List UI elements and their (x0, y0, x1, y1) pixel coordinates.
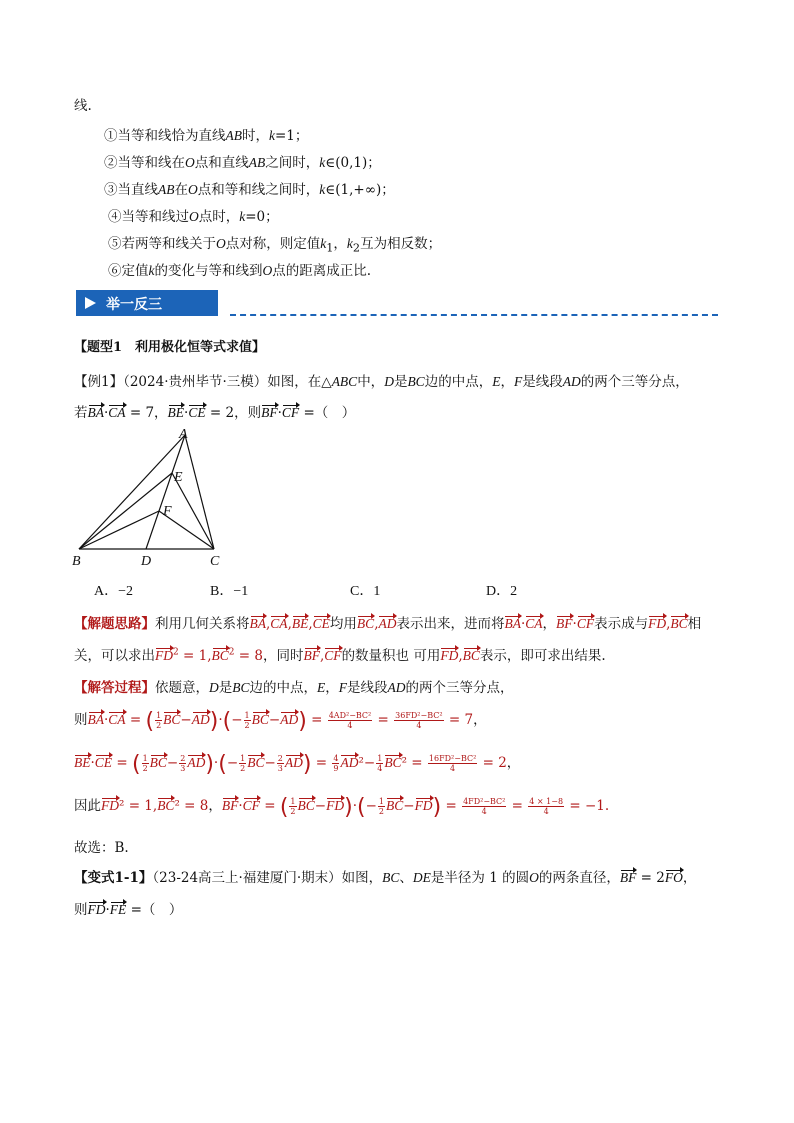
triangle-figure (70, 425, 230, 570)
label-C: C (210, 554, 220, 569)
option-a: A．−2 (94, 584, 134, 599)
label-E: E (174, 470, 183, 485)
example1-condition: 若BA·CA = 7，BE·CE = 2，则BF·CF =（ ） (74, 405, 356, 421)
equation-1: 则BA·CA = ( $\frac{1}{2}$ BC−AD)·(− $\frac{1}{2}$ BC−AD) = $\frac{\text{4AD²−BC²}}{4}$ = $\frac{\text{36FD²−BC²}}{4}$ = 7， (74, 709, 487, 734)
intro-item-5: ⑤若两等和线关于O点对称，则定值$k_1$，$k_2$互为相反数； (108, 236, 442, 255)
label-B: B (72, 554, 81, 569)
option-c: C．1 (350, 584, 381, 599)
intro-item-2: ②当等和线在O点和直线AB之间时，k∈(0,1)； (104, 155, 381, 171)
label-F: F (163, 504, 172, 519)
variant-question: 则FD·FE =（ ） (74, 902, 183, 918)
example1-line1: 【例1】（2024·贵州毕节·三模）如图，在△ABC中，D是BC边的中点，E，F是线段AD的两个三等分点， (74, 374, 689, 390)
intro-item-1: ①当等和线恰为直线AB时，k=1； (104, 128, 309, 144)
section-title: 【题型1 利用极化恒等式求值】 (74, 340, 266, 355)
option-b: B．−1 (210, 584, 249, 599)
label-D: D (141, 554, 152, 569)
answer: 故选：B. (74, 840, 129, 856)
solution-idea-line2: 关，可以求出$FD^2 = 1,BC^2 = 8$，同时BF,CF的数量积也 可用FD,BC表示，即可求出结果. (74, 647, 606, 664)
solution-idea-line1: 【解题思路】利用几何关系将BA,CA,BE,CE均用BC,AD表示出来，进而将BA·CA，BF·CF表示成与FD,BC相 (74, 616, 702, 632)
option-d: D．2 (486, 584, 518, 599)
intro-item-6: ⑥定值k的变化与等和线到O点的距离成正比. (108, 263, 372, 279)
intro-item-3: ③当直线AB在O点和等和线之间时，k∈(1,+∞)； (104, 182, 395, 198)
equation-2: BE·CE = ( $\frac{1}{2}$ BC− $\frac{2}{3}$ AD)·(− $\frac{1}{2}$ BC− $\frac{2}{3}$ AD) = $\frac{4}{9}$ AD²− $\frac{1}{4}$ BC² = $\frac{\text{16FD²−BC²}}{4}$ = 2， (74, 752, 521, 777)
play-arrow-icon (85, 297, 96, 309)
intro-item-4: ④当等和线过O点时，k=0； (108, 209, 279, 225)
intro-line-0: 线. (74, 98, 92, 114)
equation-3: 因此FD² = 1,BC² = 8，BF·CF = ( $\frac{1}{2}$ BC−FD)·(− $\frac{1}{2}$ BC−FD) = $\frac{\text{4FD²−BC²}}{4}$ = $\frac{4 \times 1-8}{4}$ = −1. (74, 795, 610, 820)
label-A: A (179, 427, 188, 442)
solution-process-line: 【解答过程】依题意，D是BC边的中点，E，F是线段AD的两个三等分点， (74, 680, 514, 696)
dashed-divider (230, 314, 718, 316)
variant-line1: 【变式1-1】（23-24高三上·福建厦门·期末）如图，BC、DE是半径为 1 的圆O的两条直径，BF = 2FO， (74, 870, 697, 886)
banner-label: 举一反三 (106, 297, 162, 313)
